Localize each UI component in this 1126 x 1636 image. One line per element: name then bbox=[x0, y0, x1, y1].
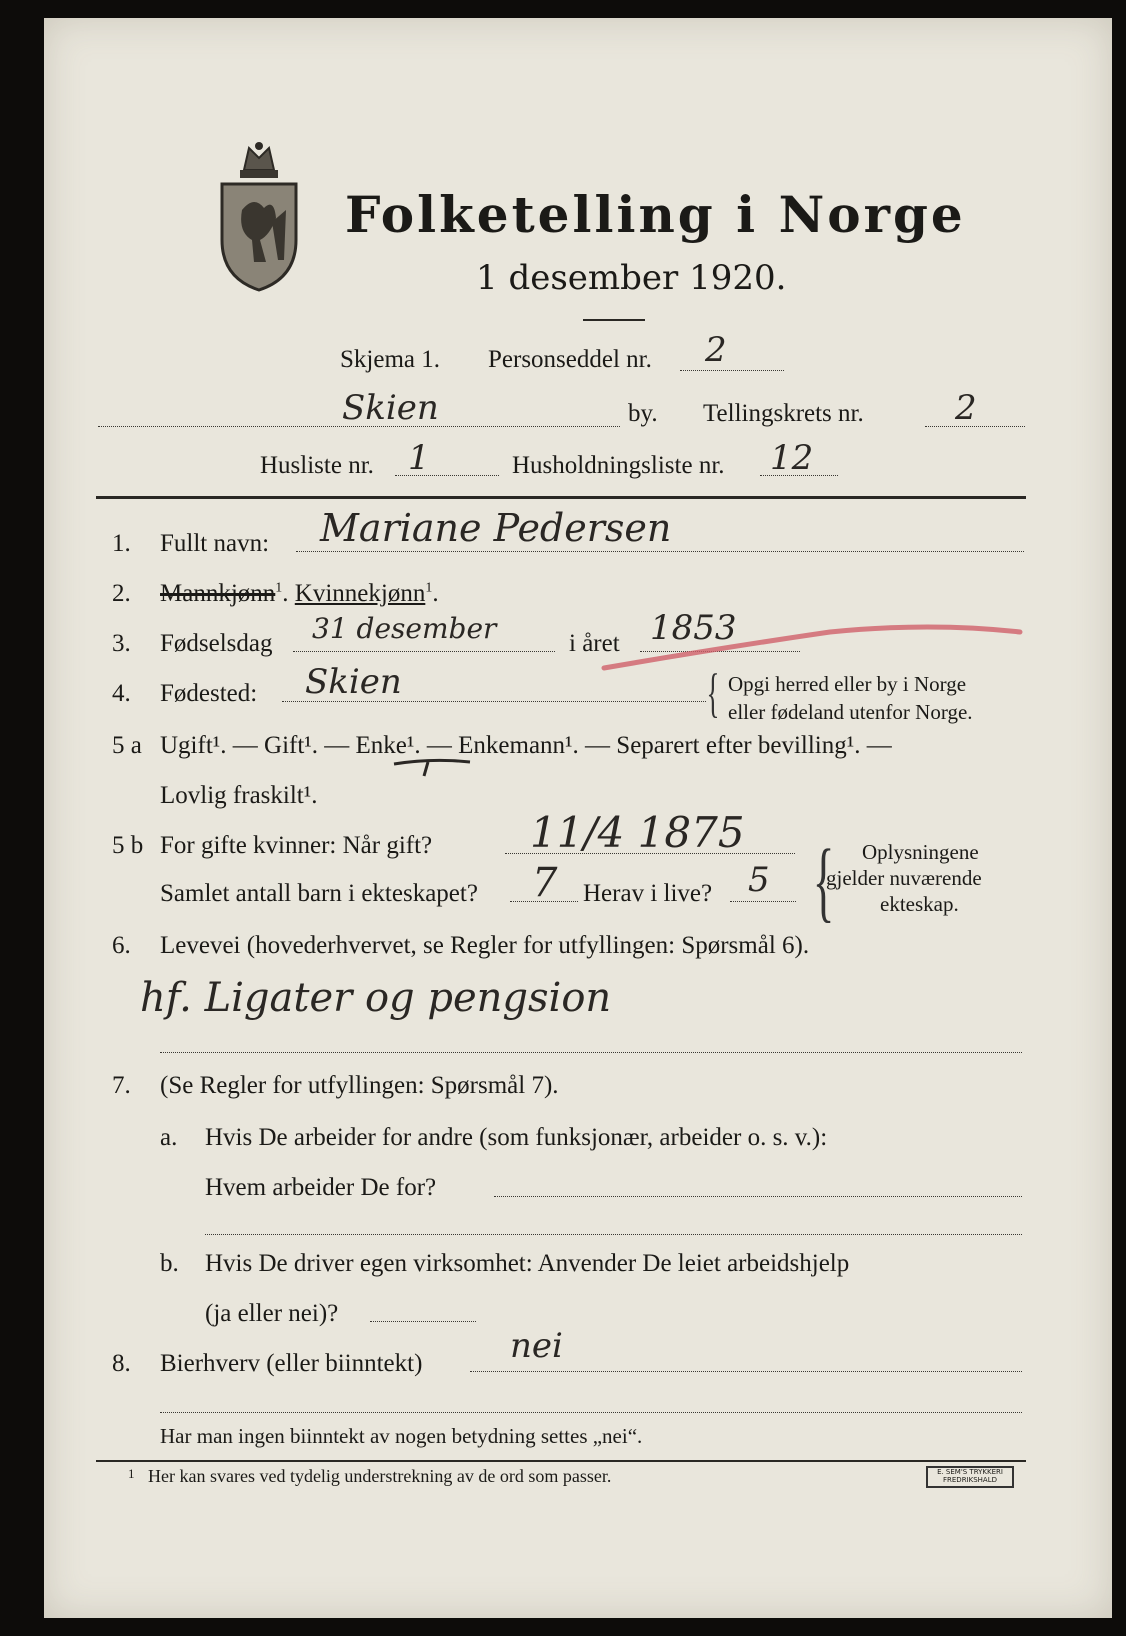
red-pencil-mark bbox=[600, 618, 1028, 674]
form-title: Folketelling i Norge bbox=[345, 185, 966, 244]
alive-label: Herav i live? bbox=[583, 880, 713, 907]
married-date-value[interactable]: 11/4 1875 bbox=[530, 808, 745, 857]
q5b-number: 5 b bbox=[112, 832, 144, 859]
marital-status-options[interactable]: Ugift¹. — Gift¹. — Enke¹. — Enkemann¹. — Separert efter bevilling¹. — bbox=[160, 732, 892, 759]
q5a-number: 5 a bbox=[112, 732, 142, 759]
q7b-line2: (ja eller nei)? bbox=[205, 1300, 339, 1327]
printer-stamp: E. SEM'S TRYKKERI FREDRIKSHALD bbox=[926, 1466, 1014, 1488]
footer-rule bbox=[96, 1460, 1026, 1462]
q8-number: 8. bbox=[112, 1350, 131, 1377]
q7a-line1: Hvis De arbeider for andre (som funksjonær, arbeider o. s. v.): bbox=[205, 1124, 828, 1151]
q7-number: 7. bbox=[112, 1072, 131, 1099]
tellingskrets-value[interactable]: 2 bbox=[955, 388, 977, 428]
enke-underline bbox=[392, 756, 474, 778]
brace: { bbox=[706, 663, 720, 723]
place-value[interactable]: Skien bbox=[342, 388, 439, 428]
q3-label: Fødselsdag bbox=[160, 630, 273, 657]
q4-label: Fødested: bbox=[160, 680, 258, 707]
q7b-number: b. bbox=[160, 1250, 179, 1277]
tellingskrets-label: Tellingskrets nr. bbox=[703, 400, 864, 427]
q4-note-line2: eller fødeland utenfor Norge. bbox=[728, 700, 973, 724]
year-label: i året bbox=[569, 630, 620, 657]
alive-value[interactable]: 5 bbox=[748, 860, 770, 900]
q1-label: Fullt navn: bbox=[160, 530, 270, 557]
personseddel-label: Personseddel nr. bbox=[488, 346, 652, 373]
husliste-value[interactable]: 1 bbox=[408, 438, 430, 478]
q3-number: 3. bbox=[112, 630, 131, 657]
full-name-value[interactable]: Mariane Pedersen bbox=[320, 506, 672, 550]
husliste-label: Husliste nr. bbox=[260, 452, 374, 479]
married-label: For gifte kvinner: Når gift? bbox=[160, 832, 433, 859]
schema-label: Skjema 1. bbox=[340, 346, 440, 373]
coat-of-arms-icon bbox=[214, 140, 304, 292]
q4-note-line1: Opgi herred eller by i Norge bbox=[728, 672, 967, 696]
birthday-value[interactable]: 31 desember bbox=[312, 612, 497, 645]
q1-number: 1. bbox=[112, 530, 131, 557]
q2-number: 2. bbox=[112, 580, 131, 607]
side-income-value[interactable]: nei bbox=[510, 1326, 563, 1366]
q5b-note-line3: ekteskap. bbox=[880, 892, 959, 916]
q7a-line2: Hvem arbeider De for? bbox=[205, 1174, 437, 1201]
option-male[interactable]: Mannkjønn bbox=[160, 580, 276, 607]
nei-note: Har man ingen biinntekt av nogen betydning settes „nei“. bbox=[160, 1424, 643, 1448]
children-label: Samlet antall barn i ekteskapet? bbox=[160, 880, 478, 907]
personseddel-value[interactable]: 2 bbox=[705, 330, 727, 370]
birthplace-value[interactable]: Skien bbox=[305, 662, 402, 702]
option-female[interactable]: Kvinnekjønn bbox=[294, 580, 426, 607]
sex-options: Mannkjønn$^1$. Kvinnekjønn$^1$. bbox=[160, 580, 439, 607]
birth-year-value[interactable]: 1853 bbox=[650, 608, 737, 648]
q6-label: Levevei (hovederhvervet, se Regler for utfyllingen: Spørsmål 6). bbox=[160, 932, 810, 959]
q7-label: (Se Regler for utfyllingen: Spørsmål 7). bbox=[160, 1072, 559, 1099]
marital-status-line2: Lovlig fraskilt¹. bbox=[160, 782, 318, 809]
hired-help-field[interactable] bbox=[370, 1321, 476, 1322]
footnote-mark: 1 bbox=[128, 1466, 135, 1481]
by-label: by. bbox=[628, 400, 658, 427]
q8-label: Bierhverv (eller biinntekt) bbox=[160, 1350, 423, 1377]
header-rule bbox=[96, 496, 1026, 499]
children-value[interactable]: 7 bbox=[532, 860, 558, 906]
q5b-note-line1: Oplysningene bbox=[862, 840, 979, 864]
q7a-number: a. bbox=[160, 1124, 178, 1151]
q6-number: 6. bbox=[112, 932, 131, 959]
employer-field[interactable] bbox=[494, 1196, 1022, 1197]
q5b-note-line2: gjelder nuværende bbox=[826, 866, 982, 890]
q4-number: 4. bbox=[112, 680, 131, 707]
census-date: 1 desember 1920. bbox=[476, 258, 787, 298]
q7b-line1: Hvis De driver egen virksomhet: Anvender De leiet arbeidshjelp bbox=[205, 1250, 850, 1277]
husholdning-value[interactable]: 12 bbox=[770, 438, 814, 478]
footnote: Her kan svares ved tydelig understrekning av de ord som passer. bbox=[148, 1466, 612, 1486]
occupation-value[interactable]: hf. Ligater og pengsion bbox=[140, 975, 612, 1021]
divider bbox=[583, 319, 645, 321]
brace: { bbox=[812, 832, 835, 931]
husholdning-label: Husholdningsliste nr. bbox=[512, 452, 725, 479]
